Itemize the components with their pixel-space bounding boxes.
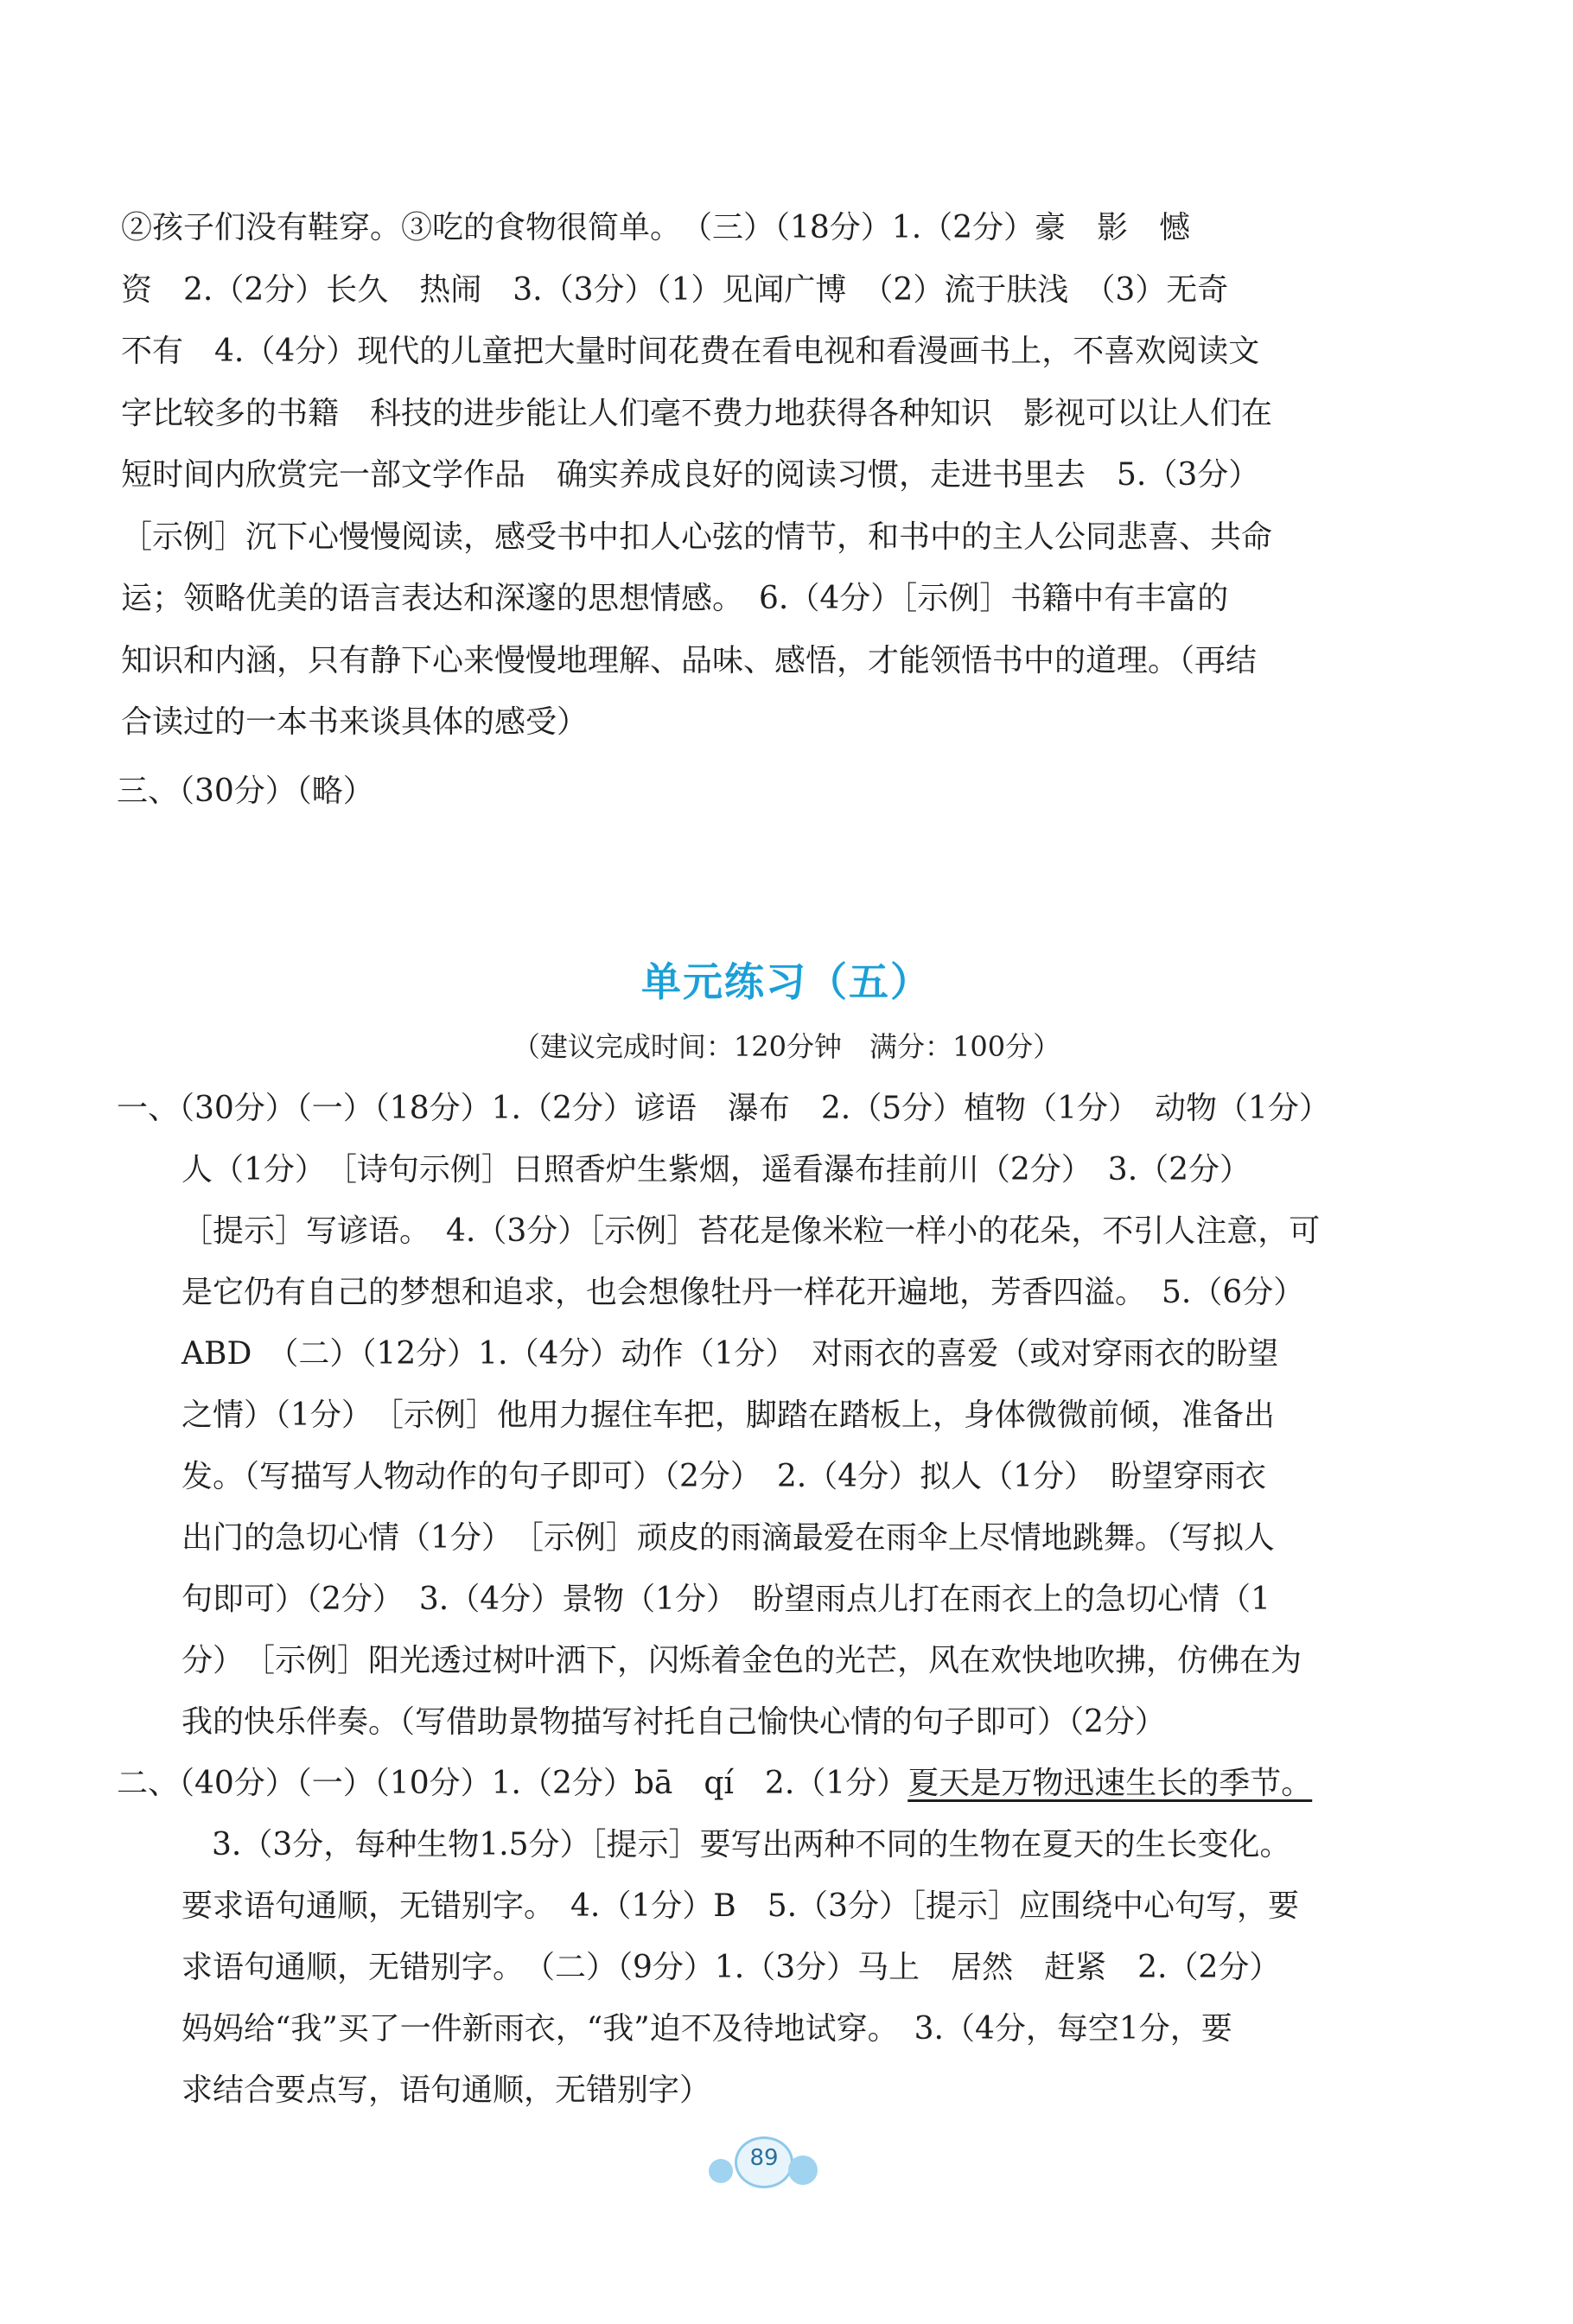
text-line: 3.（3分，每种生物1.5分）［提示］要写出两种不同的生物在夏天的生长变化。 [212, 1827, 1291, 1862]
text-line: 求结合要点写，语句通顺，无错别字） [182, 2072, 711, 2108]
text-line: 要求语句通顺，无错别字。 4.（1分）B 5.（3分）［提示］应围绕中心句写，要 [182, 1888, 1299, 1924]
text-line: ［示例］沉下心慢慢阅读，感受书中扣人心弦的情节，和书中的主人公同悲喜、共命 [121, 519, 1273, 555]
text-line: 妈妈给“我”买了一件新雨衣，“我”迫不及待地试穿。 3.（4分，每空1分，要 [182, 2011, 1232, 2047]
text-line: ［提示］写谚语。 4.（3分）［示例］苔花是像米粒一样小的花朵，不引人注意，可 [182, 1213, 1321, 1249]
unit-subtitle: （建议完成时间：120分钟 满分：100分） [512, 1030, 1061, 1063]
text-line: 发。（写描写人物动作的句子即可）（2分） 2.（4分）拟人（1分） 盼望穿雨衣 [182, 1459, 1267, 1494]
bubble-decoration [709, 2159, 733, 2183]
text-line: 一、（30分）（一）（18分）1.（2分）谚语 瀑布 2.（5分）植物（1分） 动物（1分） [117, 1091, 1330, 1126]
text-line: 资 2.（2分）长久 热闹 3.（3分）（1）见闻广博 （2）流于肤浅 （3）无奇 [121, 272, 1229, 308]
text-line: 字比较多的书籍 科技的进步能让人们毫不费力地获得各种知识 影视可以让人们在 [121, 396, 1273, 431]
text-line: 合读过的一本书来谈具体的感受） [121, 704, 589, 740]
text-line: 运；领略优美的语言表达和深邃的思想情感。 6.（4分）［示例］书籍中有丰富的 [121, 581, 1229, 616]
text-line: 是它仍有自己的梦想和追求，也会想像牡丹一样花开遍地，芳香四溢。 5.（6分） [182, 1275, 1305, 1310]
unit-title: 单元练习（五） [641, 958, 932, 1005]
page-number: 89 [749, 2145, 779, 2171]
text-line: 之情）（1分） ［示例］他用力握住车把，脚踏在踏板上，身体微微前倾，准备出 [182, 1398, 1275, 1433]
text-line: 短时间内欣赏完一部文学作品 确实养成良好的阅读习惯，走进书里去 5.（3分） [121, 457, 1260, 493]
text-line: 我的快乐伴奏。（写借助景物描写衬托自己愉快心情的句子即可）（2分） [182, 1704, 1166, 1740]
text-line: 求语句通顺，无错别字。 （二）（9分）1.（3分）马上 居然 赶紧 2.（2分） [182, 1950, 1281, 1985]
underlined-answer: 夏天是万物迅速生长的季节。 [908, 1766, 1313, 1801]
text-line: 句即可）（2分） 3.（4分）景物（1分） 盼望雨点儿打在雨衣上的急切心情（1 [182, 1582, 1270, 1617]
text-line: 人（1分） ［诗句示例］日照香炉生紫烟，遥看瀑布挂前川（2分） 3.（2分） [182, 1152, 1251, 1187]
text-line: 出门的急切心情（1分） ［示例］顽皮的雨滴最爱在雨伞上尽情地跳舞。（写拟人 [182, 1520, 1275, 1556]
page-number-badge [709, 2135, 821, 2187]
text-line: 分） ［示例］阳光透过树叶洒下，闪烁着金色的光芒，风在欢快地吹拂，仿佛在为 [182, 1643, 1302, 1678]
text-line: ②孩子们没有鞋穿。③吃的食物很简单。 （三）（18分）1.（2分）豪 影 憾 [121, 210, 1191, 245]
section-three: 三、（30分）（略） [117, 774, 374, 809]
text-line: 不有 4.（4分）现代的儿童把大量时间花费在看电视和看漫画书上，不喜欢阅读文 [121, 334, 1260, 369]
text-line: 知识和内涵，只有静下心来慢慢地理解、品味、感悟，才能领悟书中的道理。（再结 [121, 643, 1258, 678]
text-line: ABD （二）（12分）1.（4分）动作（1分） 对雨衣的喜爱（或对穿雨衣的盼望 [182, 1336, 1279, 1372]
part-two-prefix: 二、（40分）（一）（10分）1.（2分）bā qí 2.（1分） [117, 1766, 908, 1801]
text-line [117, 1753, 1413, 1815]
